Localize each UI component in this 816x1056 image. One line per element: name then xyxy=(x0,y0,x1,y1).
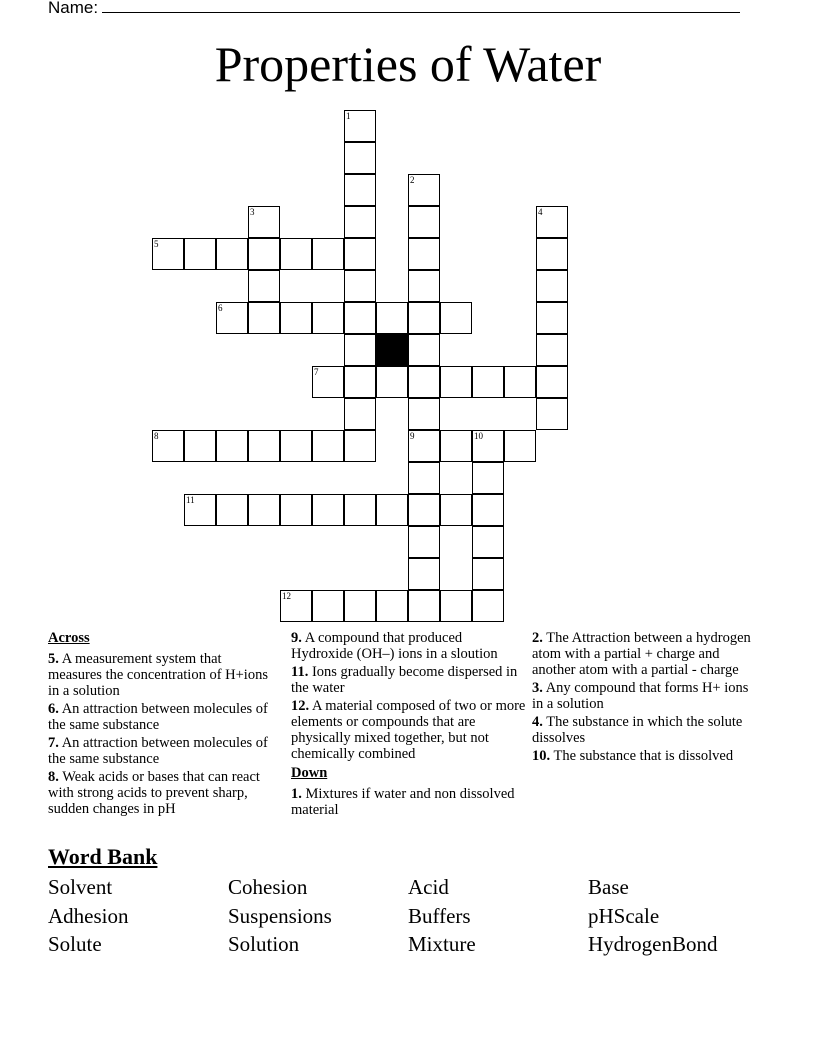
word-bank-word: Acid xyxy=(408,875,449,899)
clue-number: 6 xyxy=(218,303,223,313)
clue-number: 1 xyxy=(346,111,351,121)
across-heading: Across xyxy=(48,630,90,646)
word-bank-word: Adhesion xyxy=(48,904,129,928)
grid-cell[interactable] xyxy=(344,174,376,206)
clue-number: 7 xyxy=(314,367,319,377)
grid-cell[interactable] xyxy=(440,494,472,526)
grid-cell[interactable] xyxy=(408,302,440,334)
grid-cell[interactable] xyxy=(536,366,568,398)
grid-cell[interactable] xyxy=(248,430,280,462)
grid-cell[interactable] xyxy=(408,238,440,270)
grid-cell[interactable] xyxy=(312,494,344,526)
grid-cell[interactable] xyxy=(344,366,376,398)
grid-cell[interactable] xyxy=(536,334,568,366)
clue-across-7: 7. An attraction between molecules of the same substance xyxy=(48,735,268,767)
clue-across-11: 11. Ions gradually become dispersed in the water xyxy=(291,664,518,696)
grid-cell[interactable] xyxy=(248,494,280,526)
grid-cell[interactable] xyxy=(344,398,376,430)
grid-cell[interactable] xyxy=(248,302,280,334)
grid-cell[interactable] xyxy=(440,430,472,462)
word-bank-title: Word Bank xyxy=(48,844,158,869)
page-title: Properties of Water xyxy=(214,36,602,92)
word-bank-word: Solute xyxy=(48,932,102,956)
clue-down-1: 1. Mixtures if water and non dissolved material xyxy=(291,786,515,818)
clue-across-12: 12. A material composed of two or more elements or compounds that are physically mixed together, but not chemically combined xyxy=(291,698,526,762)
grid-cell[interactable] xyxy=(408,494,440,526)
grid-cell[interactable] xyxy=(280,238,312,270)
clue-number: 9 xyxy=(410,431,415,441)
grid-cell[interactable] xyxy=(312,430,344,462)
grid-cell[interactable] xyxy=(280,302,312,334)
grid-cell[interactable] xyxy=(408,462,440,494)
word-bank-word: Solution xyxy=(228,932,300,956)
grid-cell[interactable] xyxy=(184,238,216,270)
clue-number: 8 xyxy=(154,431,159,441)
grid-cell[interactable] xyxy=(280,494,312,526)
grid-cell[interactable] xyxy=(536,270,568,302)
clue-down-4: 4. The substance in which the solute dissolves xyxy=(532,714,743,746)
grid-cell[interactable] xyxy=(280,430,312,462)
clue-number: 3 xyxy=(250,207,255,217)
clue-down-10: 10. The substance that is dissolved xyxy=(532,748,734,764)
grid-cell[interactable] xyxy=(472,494,504,526)
grid-cell[interactable] xyxy=(312,238,344,270)
grid-cell[interactable] xyxy=(408,334,440,366)
grid-cell[interactable] xyxy=(344,270,376,302)
grid-cell[interactable] xyxy=(376,494,408,526)
word-bank-word: Buffers xyxy=(408,904,471,928)
grid-cell[interactable] xyxy=(408,526,440,558)
clue-down-3: 3. Any compound that forms H+ ions in a solution xyxy=(532,680,749,712)
grid-cell[interactable] xyxy=(344,238,376,270)
clue-number: 4 xyxy=(538,207,543,217)
grid-cell[interactable] xyxy=(472,462,504,494)
clues-column-2 xyxy=(291,630,526,820)
grid-cell[interactable] xyxy=(504,366,536,398)
grid-cell[interactable] xyxy=(472,526,504,558)
word-bank-word: Base xyxy=(588,875,629,899)
clue-number: 10 xyxy=(474,431,483,441)
clue-number: 11 xyxy=(186,495,195,505)
clue-across-5: 5. A measurement system that measures the concentration of H+ions in a solution xyxy=(48,651,268,699)
grid-cell[interactable] xyxy=(408,398,440,430)
clues-column-3 xyxy=(532,630,754,766)
grid-cell[interactable] xyxy=(344,430,376,462)
grid-cell[interactable] xyxy=(472,366,504,398)
clue-number: 5 xyxy=(154,239,159,249)
grid-cell[interactable] xyxy=(408,206,440,238)
clue-across-6: 6. An attraction between molecules of the same substance xyxy=(48,701,268,733)
word-bank-word: Mixture xyxy=(408,932,476,956)
grid-cell[interactable] xyxy=(536,398,568,430)
word-bank-word: Solvent xyxy=(48,875,113,899)
word-bank-word: Cohesion xyxy=(228,875,308,899)
clue-across-9: 9. A compound that produced Hydroxide (OH–) ions in a sloution xyxy=(291,630,498,662)
down-heading: Down xyxy=(291,765,328,781)
grid-cell[interactable] xyxy=(504,430,536,462)
grid-cell[interactable] xyxy=(536,238,568,270)
grid-cell[interactable] xyxy=(376,366,408,398)
grid-cell[interactable] xyxy=(216,494,248,526)
grid-cell[interactable] xyxy=(248,270,280,302)
grid-cell[interactable] xyxy=(408,366,440,398)
grid-cell[interactable] xyxy=(216,238,248,270)
grid-cell[interactable] xyxy=(376,590,408,622)
grid-cell[interactable] xyxy=(344,206,376,238)
clues-column-1 xyxy=(48,630,276,819)
grid-cell[interactable] xyxy=(408,590,440,622)
grid-cell[interactable] xyxy=(376,302,408,334)
name-label: Name: xyxy=(48,0,99,17)
grid-cell[interactable] xyxy=(472,558,504,590)
word-bank-word: pHScale xyxy=(588,904,660,928)
word-bank-word: HydrogenBond xyxy=(588,932,718,956)
grid-cell[interactable] xyxy=(184,430,216,462)
black-square xyxy=(376,334,408,366)
grid-cell[interactable] xyxy=(312,302,344,334)
grid-cell[interactable] xyxy=(472,590,504,622)
grid-cell[interactable] xyxy=(248,238,280,270)
clue-number: 2 xyxy=(410,175,415,185)
grid-cell[interactable] xyxy=(536,302,568,334)
grid-cell[interactable] xyxy=(440,302,472,334)
word-bank-word: Suspensions xyxy=(228,904,332,928)
grid-cell[interactable] xyxy=(344,590,376,622)
grid-cell[interactable] xyxy=(440,366,472,398)
grid-cell[interactable] xyxy=(440,590,472,622)
grid-cell[interactable] xyxy=(408,558,440,590)
grid-cell[interactable] xyxy=(216,430,248,462)
clue-number: 12 xyxy=(282,591,291,601)
clue-across-8: 8. Weak acids or bases that can react with strong acids to prevent sharp, sudden changes in pH xyxy=(48,769,260,817)
grid-cell[interactable] xyxy=(344,302,376,334)
grid-cell[interactable] xyxy=(408,270,440,302)
clue-down-2: 2. The Attraction between a hydrogen atom with a partial + charge and another atom with a partial - charge xyxy=(532,630,751,678)
grid-cell[interactable] xyxy=(344,334,376,366)
grid-cell[interactable] xyxy=(344,494,376,526)
grid-cell[interactable] xyxy=(312,590,344,622)
grid-cell[interactable] xyxy=(344,142,376,174)
